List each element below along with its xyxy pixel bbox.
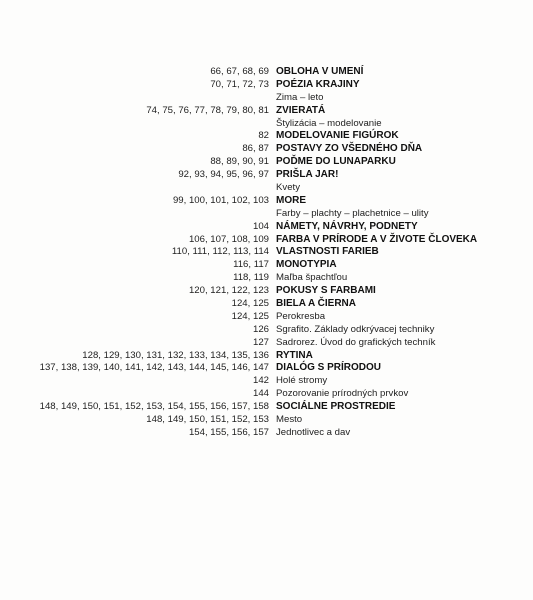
toc-chapter-title: FARBA V PRÍRODE A V ŽIVOTE ČLOVEKA: [276, 233, 478, 245]
toc-entry: [0, 285, 533, 298]
toc-chapter-title: BIELA A ČIERNA: [276, 298, 356, 310]
toc-subtopic: Mesto: [276, 414, 303, 426]
toc-page-numbers: 124, 125: [231, 298, 269, 310]
toc-chapter-title: VLASTNOSTI FARIEB: [276, 246, 379, 258]
toc-chapter-title: MODELOVANIE FIGÚROK: [276, 130, 399, 142]
toc-page-numbers: 142: [252, 375, 269, 387]
toc-chapter-title: SOCIÁLNE PROSTREDIE: [276, 401, 396, 413]
toc-entry: [0, 130, 533, 143]
toc-subtopic: Kvety: [276, 182, 300, 194]
toc-entry: [0, 208, 533, 221]
toc-subtopic: Maľba špachtľou: [276, 272, 348, 284]
toc-entry: [0, 362, 533, 375]
toc-subtopic: Štylizácia – modelovanie: [276, 117, 382, 129]
toc-page-numbers: 104: [252, 220, 269, 232]
toc-page-numbers: 137, 138, 139, 140, 141, 142, 143, 144, 145, 146, 147: [39, 362, 269, 374]
toc-entry: [0, 156, 533, 169]
toc-chapter-title: PRIŠLA JAR!: [276, 169, 339, 181]
toc-page-numbers: 128, 129, 130, 131, 132, 133, 134, 135, 136: [82, 349, 269, 361]
toc-page-numbers: 70, 71, 72, 73: [210, 78, 269, 90]
toc-page-numbers: 148, 149, 150, 151, 152, 153, 154, 155, 156, 157, 158: [39, 401, 269, 413]
toc-entry: [0, 246, 533, 259]
toc-entry: [0, 169, 533, 182]
toc-entry: [0, 401, 533, 414]
toc-subtopic: Farby – plachty – plachetnice – ulity: [276, 207, 429, 219]
toc-entry: [0, 143, 533, 156]
toc-page-numbers: 148, 149, 150, 151, 152, 153: [146, 414, 269, 426]
toc-page-numbers: 110, 111, 112, 113, 114: [171, 246, 269, 258]
toc-chapter-title: POĎME DO LUNAPARKU: [276, 156, 396, 168]
toc-entry: [0, 221, 533, 234]
toc-entry: [0, 350, 533, 363]
toc-page-numbers: 86, 87: [242, 143, 269, 155]
toc-entry: [0, 311, 533, 324]
toc-subtopic: Holé stromy: [276, 375, 328, 387]
toc-page-numbers: 66, 67, 68, 69: [210, 66, 269, 77]
toc-page-numbers: 116, 117: [233, 259, 269, 271]
toc-page-numbers: 118, 119: [233, 272, 269, 284]
toc-subtopic: Perokresba: [276, 310, 326, 322]
toc-page-numbers: 120, 121, 122, 123: [188, 285, 269, 297]
toc-chapter-title: OBLOHA V UMENÍ: [276, 66, 364, 77]
toc-chapter-title: POKUSY S FARBAMI: [276, 285, 376, 297]
toc-entry: [0, 375, 533, 388]
toc-subtopic: Pozorovanie prírodných prvkov: [276, 388, 409, 400]
toc-chapter-title: RYTINA: [276, 349, 313, 361]
toc-page-numbers: 92, 93, 94, 95, 96, 97: [178, 169, 269, 181]
toc-page-numbers: 99, 100, 101, 102, 103: [172, 194, 269, 206]
toc-entry: [0, 388, 533, 401]
toc-entry: [0, 298, 533, 311]
toc-entry: [0, 272, 533, 285]
toc-chapter-title: POÉZIA KRAJINY: [276, 78, 360, 90]
toc-chapter-title: NÁMETY, NÁVRHY, PODNETY: [276, 220, 418, 232]
toc-page-numbers: 106, 107, 108, 109: [188, 233, 269, 245]
toc-subtopic: Jednotlivec a dav: [276, 426, 351, 438]
toc-chapter-title: DIALÓG S PRÍRODOU: [276, 362, 382, 374]
toc-entry: [0, 182, 533, 195]
toc-page-numbers: 124, 125: [231, 310, 269, 322]
toc-entry: [0, 337, 533, 350]
toc-entry: [0, 105, 533, 118]
toc-chapter-title: MORE: [276, 194, 306, 206]
toc-page-numbers: 144: [252, 388, 269, 400]
toc-subtopic: Zima – leto: [276, 91, 324, 103]
toc-page-numbers: 126: [252, 323, 269, 335]
toc-entry: [0, 324, 533, 337]
toc-entry: [0, 414, 533, 427]
toc-chapter-title: ZVIERATÁ: [276, 104, 326, 116]
toc-entry: [0, 195, 533, 208]
toc-subtopic: Sadrorez. Úvod do grafických techník: [276, 336, 436, 348]
toc-entry: [0, 259, 533, 272]
toc-chapter-title: POSTAVY ZO VŠEDNÉHO DŇA: [276, 143, 423, 155]
toc-entry: [0, 79, 533, 92]
toc-page-numbers: 74, 75, 76, 77, 78, 79, 80, 81: [146, 104, 269, 116]
toc-page-numbers: 154, 155, 156, 157: [188, 426, 269, 438]
toc-entry: [0, 66, 533, 79]
toc-page-numbers: 82: [258, 130, 269, 142]
toc-entry: [0, 234, 533, 247]
toc-entry: [0, 427, 533, 440]
toc-entry: [0, 92, 533, 105]
toc-chapter-title: MONOTYPIA: [276, 259, 337, 271]
toc-entry: [0, 118, 533, 131]
toc-subtopic: Sgrafito. Základy odkrývacej techniky: [276, 323, 435, 335]
toc-page-numbers: 88, 89, 90, 91: [210, 156, 269, 168]
toc-page-numbers: 127: [252, 336, 269, 348]
table-of-contents: [0, 66, 533, 440]
